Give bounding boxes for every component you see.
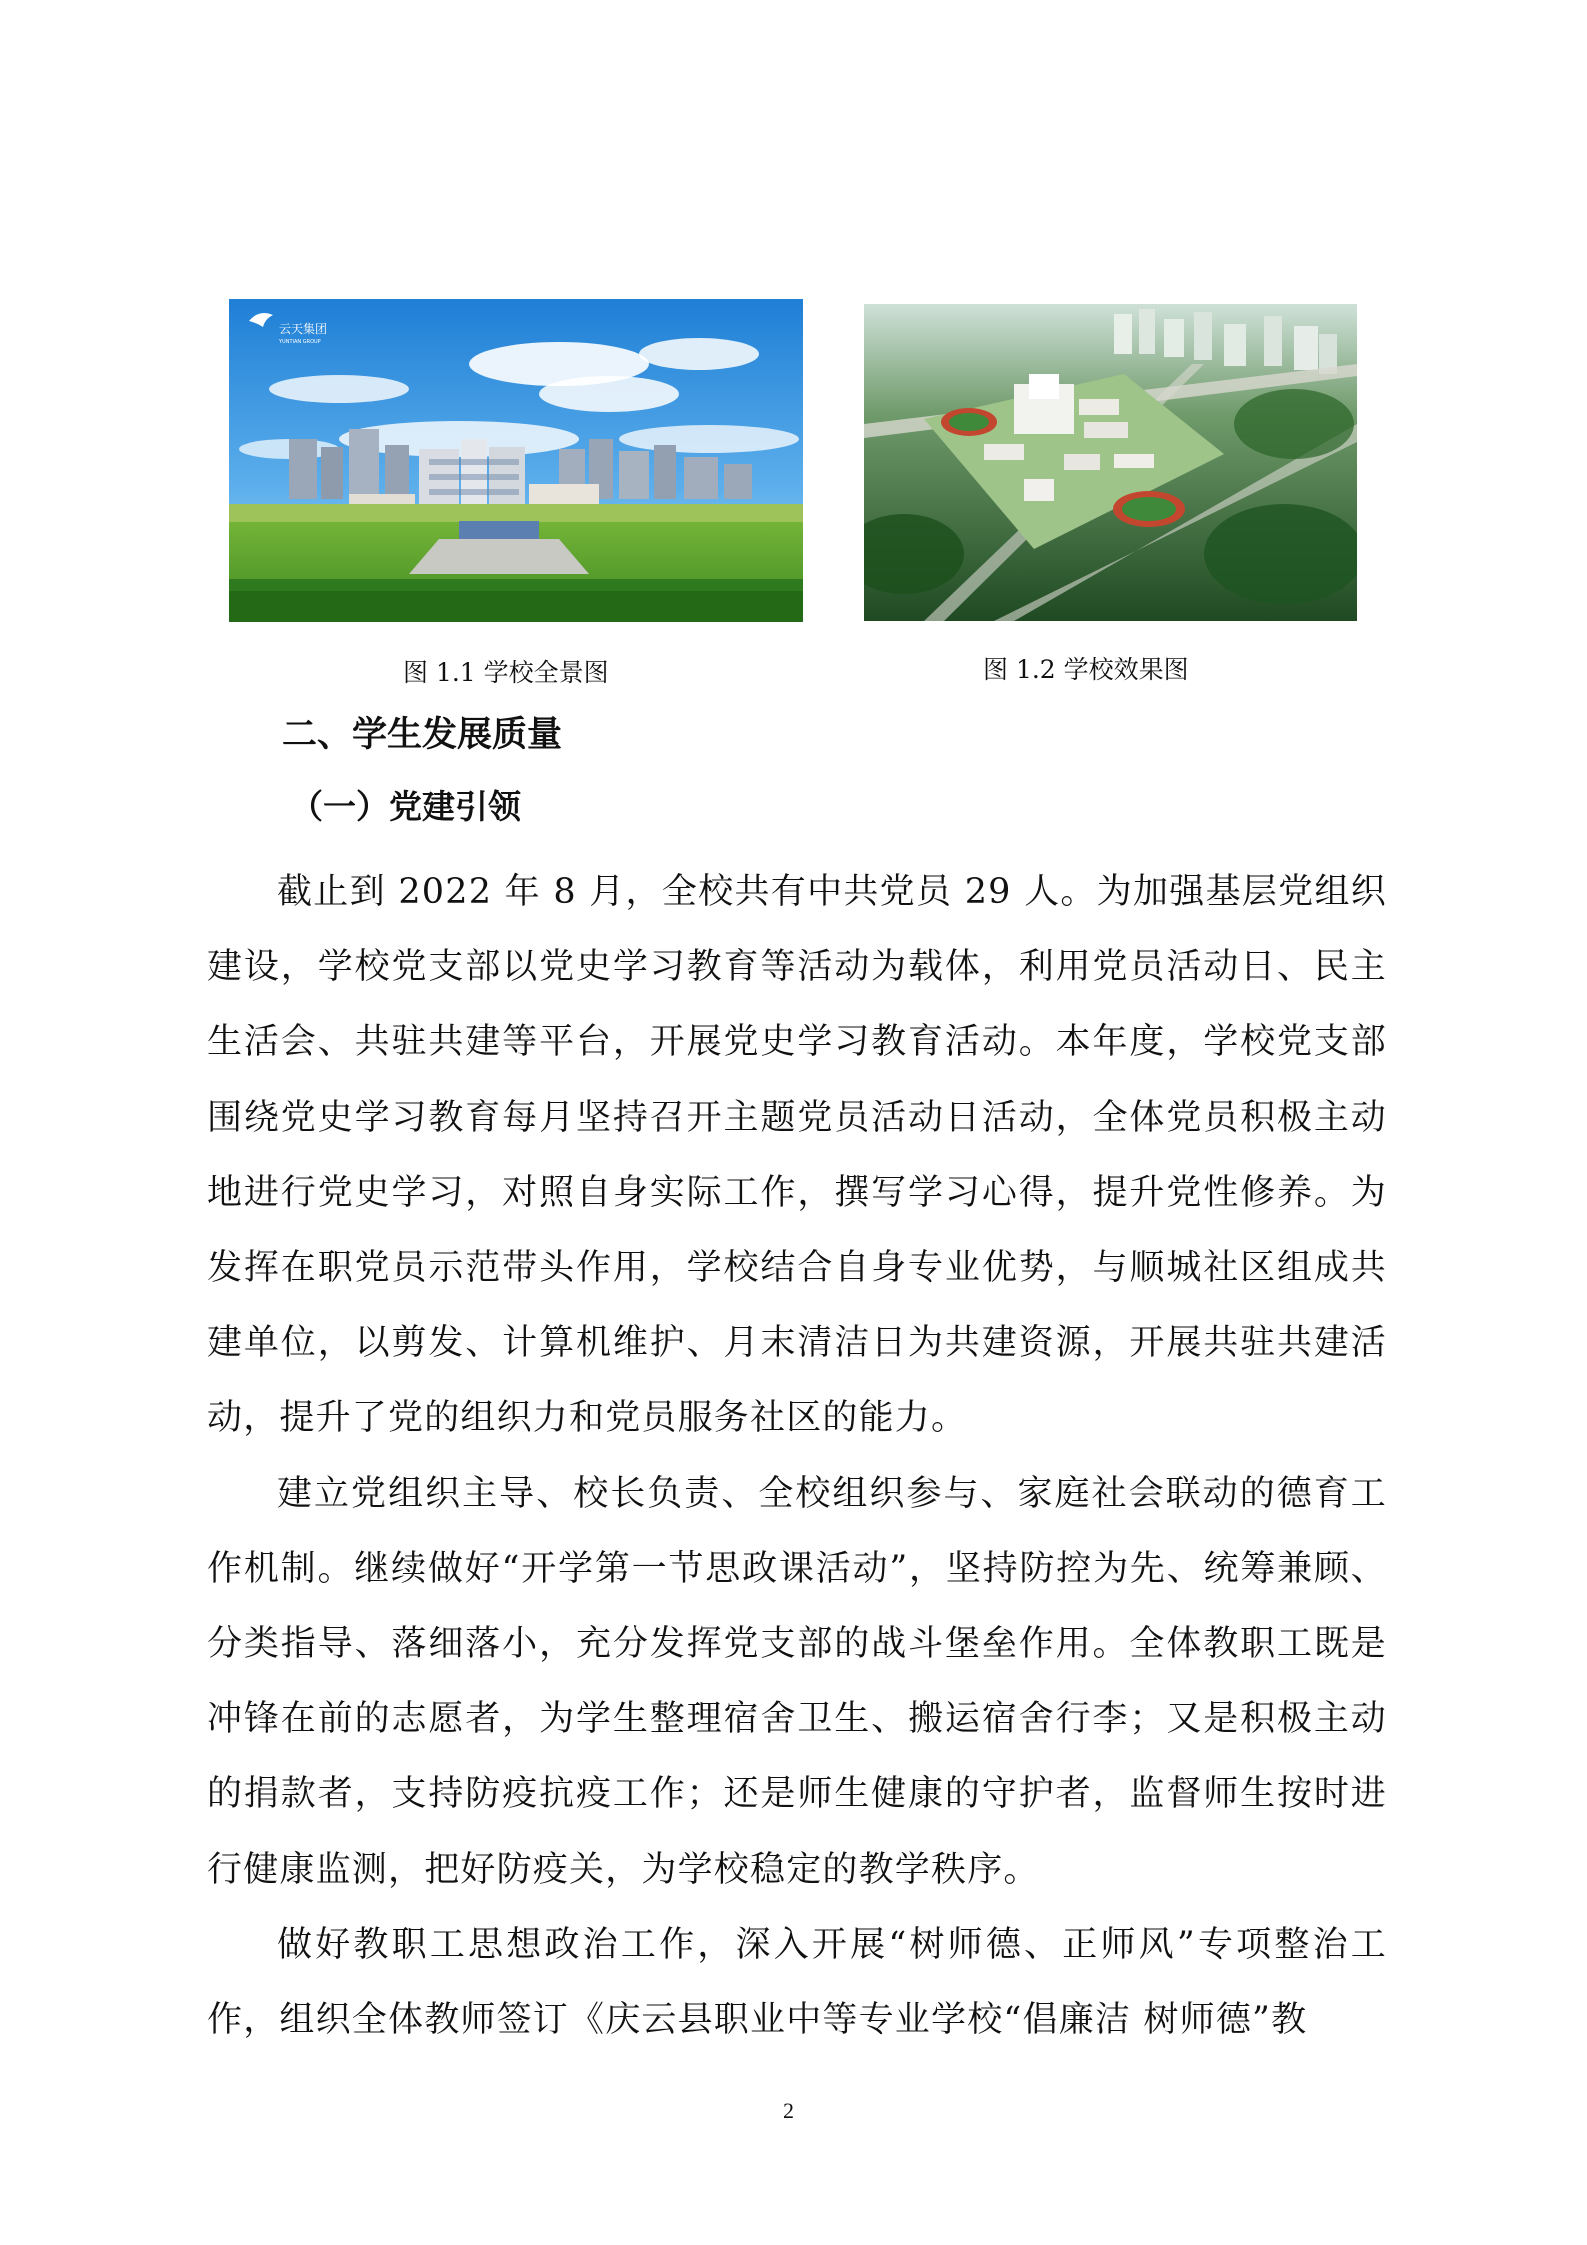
campus-panorama-photo — [229, 299, 803, 622]
campus-panorama-illustration — [229, 299, 803, 622]
paragraph: 建立党组织主导、校长负责、全校组织参与、家庭社会联动的德育工作机制。继续做好“开学第一节思政课活动”，坚持防控为先、统筹兼顾、分类指导、落细落小，充分发挥党支部的战斗堡垒作用。全体教职工既是冲锋在前的志愿者，为学生整理宿舍卫生、搬运宿舍行李；又是积极主动的捐款者，支持防疫抗疫工作；还是师生健康的守护者，监督师生按时进行健康监测，把好防疫关，为学校稳定的教学秩序。 — [207, 1473, 1387, 1890]
logo-subtext: YUNTIAN GROUP — [279, 339, 321, 345]
subsection-heading: （一）党建引领 — [290, 787, 521, 826]
paragraph: 截止到 2022 年 8 月，全校共有中共党员 29 人。为加强基层党组织建设，学校党支部以党史学习教育等活动为载体，利用党员活动日、民主生活会、共驻共建等平台，开展党史学习教育活动。本年度，学校党支部围绕党史学习教育每月坚持召开主题党员活动日活动，全体党员积极主动地进行党史学习，对照自身实际工作，撰写学习心得，提升党性修养。为发挥在职党员示范带头作用，学校结合自身专业优势，与顺城社区组成共建单位，以剪发、计算机维护、月末清洁日为共建资源，开展共驻共建活动，提升了党的组织力和党员服务社区的能力。 — [207, 872, 1387, 1439]
section-heading: 二、学生发展质量 — [282, 715, 563, 755]
paragraph: 做好教职工思想政治工作，深入开展“树师德、正师风”专项整治工作，组织全体教师签订《庆云县职业中等专业学校“倡廉洁 树师德”教 — [207, 1924, 1387, 2041]
body-text — [207, 855, 1387, 2058]
campus-rendering-illustration — [864, 304, 1357, 621]
figure-caption-2: 图 1.2 学校效果图 — [983, 655, 1189, 684]
page-number: 2 — [783, 2098, 794, 2123]
figure-caption-1: 图 1.1 学校全景图 — [403, 658, 609, 687]
logo-text: 云天集团 — [279, 322, 328, 336]
campus-rendering-photo — [864, 304, 1357, 621]
